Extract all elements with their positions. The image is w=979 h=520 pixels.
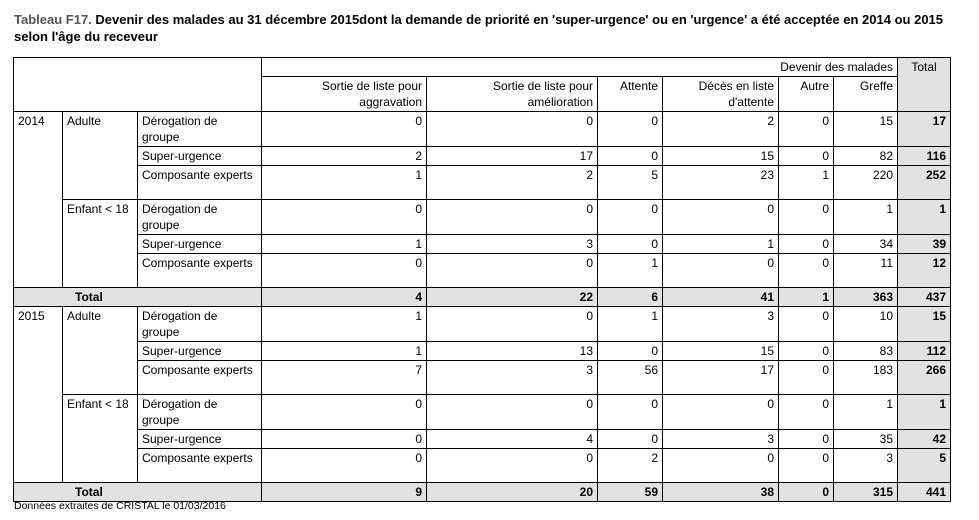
value-cell: 83 (834, 342, 898, 361)
year-total-value: 315 (834, 483, 898, 502)
value-cell: 0 (779, 449, 834, 483)
row-total-cell: 266 (898, 361, 951, 395)
value-cell: 220 (834, 166, 898, 200)
population-cell: Enfant < 18 (63, 395, 138, 483)
row-total-cell: 1 (898, 395, 951, 430)
value-cell: 0 (663, 395, 779, 430)
year-total-value: 9 (262, 483, 427, 502)
value-cell: 0 (427, 395, 598, 430)
value-cell: 0 (663, 254, 779, 288)
table-row (14, 112, 951, 147)
row-total-cell: 17 (898, 112, 951, 147)
value-cell: 0 (427, 200, 598, 235)
value-cell: 0 (779, 235, 834, 254)
value-cell: 1 (598, 254, 663, 288)
category-cell: Super-urgence (138, 147, 262, 166)
value-cell: 0 (779, 430, 834, 449)
category-cell: Composante experts (138, 361, 262, 395)
population-cell: Enfant < 18 (63, 200, 138, 288)
data-table (13, 57, 951, 502)
year-cell: 2014 (14, 112, 63, 288)
category-cell: Dérogation de groupe (138, 395, 262, 430)
value-cell: 11 (834, 254, 898, 288)
grand-total-cell: 441 (898, 483, 951, 502)
value-cell: 0 (598, 342, 663, 361)
value-cell: 0 (779, 342, 834, 361)
value-cell: 0 (427, 449, 598, 483)
year-total-label: Total (14, 483, 262, 502)
header-row-group (14, 58, 951, 77)
table-row (14, 200, 951, 235)
table-row (14, 361, 951, 395)
row-total-cell: 112 (898, 342, 951, 361)
value-cell: 0 (262, 254, 427, 288)
value-cell: 3 (427, 361, 598, 395)
value-cell: 2 (262, 147, 427, 166)
value-cell: 1 (663, 235, 779, 254)
value-cell: 1 (834, 200, 898, 235)
category-cell: Composante experts (138, 449, 262, 483)
value-cell: 0 (779, 200, 834, 235)
value-cell: 2 (598, 449, 663, 483)
value-cell: 3 (834, 449, 898, 483)
year-total-value: 41 (663, 288, 779, 307)
header-col-aggravation: Sortie de liste pour aggravation (262, 77, 427, 112)
row-total-cell: 15 (898, 307, 951, 342)
value-cell: 0 (427, 112, 598, 147)
header-col-deces: Décès en liste d'attente (663, 77, 779, 112)
value-cell: 0 (779, 361, 834, 395)
row-total-cell: 252 (898, 166, 951, 200)
value-cell: 0 (598, 112, 663, 147)
category-cell: Dérogation de groupe (138, 200, 262, 235)
value-cell: 2 (427, 166, 598, 200)
table-row (14, 449, 951, 483)
value-cell: 0 (262, 112, 427, 147)
year-total-value: 0 (779, 483, 834, 502)
year-total-value: 20 (427, 483, 598, 502)
table-row (14, 147, 951, 166)
table-row (14, 254, 951, 288)
value-cell: 0 (779, 147, 834, 166)
value-cell: 7 (262, 361, 427, 395)
value-cell: 4 (427, 430, 598, 449)
value-cell: 2 (663, 112, 779, 147)
value-cell: 1 (779, 166, 834, 200)
value-cell: 0 (598, 395, 663, 430)
value-cell: 0 (598, 200, 663, 235)
table-title (14, 11, 969, 45)
value-cell: 0 (598, 147, 663, 166)
row-total-cell: 39 (898, 235, 951, 254)
value-cell: 56 (598, 361, 663, 395)
table-row (14, 235, 951, 254)
category-cell: Super-urgence (138, 342, 262, 361)
header-col-greffe: Greffe (834, 77, 898, 112)
value-cell: 3 (427, 235, 598, 254)
grand-total-cell: 437 (898, 288, 951, 307)
value-cell: 0 (779, 395, 834, 430)
header-corner (14, 58, 262, 112)
value-cell: 0 (262, 395, 427, 430)
population-cell: Adulte (63, 112, 138, 200)
year-cell: 2015 (14, 307, 63, 483)
value-cell: 1 (262, 235, 427, 254)
category-cell: Super-urgence (138, 430, 262, 449)
category-cell: Dérogation de groupe (138, 112, 262, 147)
table-title-text: Devenir des malades au 31 décembre 2015dont la demande de priorité en 'super-urgence' ou en 'urgence' a été acceptée en 2014 ou 2015 selon l'âge du receveur (14, 12, 944, 44)
year-total-value: 22 (427, 288, 598, 307)
value-cell: 17 (427, 147, 598, 166)
row-total-cell: 42 (898, 430, 951, 449)
year-total-row (14, 288, 951, 307)
value-cell: 17 (663, 361, 779, 395)
header-total: Total (898, 58, 951, 112)
year-total-label: Total (14, 288, 262, 307)
value-cell: 35 (834, 430, 898, 449)
row-total-cell: 116 (898, 147, 951, 166)
header-col-autre: Autre (779, 77, 834, 112)
value-cell: 15 (663, 342, 779, 361)
value-cell: 3 (663, 307, 779, 342)
value-cell: 0 (663, 200, 779, 235)
year-total-row (14, 483, 951, 502)
value-cell: 23 (663, 166, 779, 200)
value-cell: 0 (262, 430, 427, 449)
value-cell: 0 (598, 430, 663, 449)
value-cell: 13 (427, 342, 598, 361)
value-cell: 0 (262, 449, 427, 483)
header-col-attente: Attente (598, 77, 663, 112)
value-cell: 0 (427, 254, 598, 288)
header-col-amelioration: Sortie de liste pour amélioration (427, 77, 598, 112)
year-total-value: 1 (779, 288, 834, 307)
category-cell: Super-urgence (138, 235, 262, 254)
value-cell: 0 (663, 449, 779, 483)
year-total-value: 6 (598, 288, 663, 307)
year-total-value: 38 (663, 483, 779, 502)
value-cell: 5 (598, 166, 663, 200)
table-row (14, 395, 951, 430)
value-cell: 10 (834, 307, 898, 342)
value-cell: 0 (779, 307, 834, 342)
value-cell: 0 (427, 307, 598, 342)
table-number: Tableau F17. (14, 12, 92, 27)
category-cell: Composante experts (138, 254, 262, 288)
data-source-note: Données extraites de CRISTAL le 01/03/2016 (14, 500, 226, 512)
table-row (14, 166, 951, 200)
value-cell: 1 (262, 166, 427, 200)
category-cell: Composante experts (138, 166, 262, 200)
row-total-cell: 12 (898, 254, 951, 288)
value-cell: 1 (262, 307, 427, 342)
year-total-value: 363 (834, 288, 898, 307)
table-row (14, 430, 951, 449)
table-row (14, 342, 951, 361)
value-cell: 3 (663, 430, 779, 449)
row-total-cell: 1 (898, 200, 951, 235)
value-cell: 0 (262, 200, 427, 235)
category-cell: Dérogation de groupe (138, 307, 262, 342)
header-group: Devenir des malades (262, 58, 898, 77)
table-row (14, 307, 951, 342)
population-cell: Adulte (63, 307, 138, 395)
value-cell: 82 (834, 147, 898, 166)
row-total-cell: 5 (898, 449, 951, 483)
year-total-value: 4 (262, 288, 427, 307)
value-cell: 0 (779, 254, 834, 288)
value-cell: 0 (779, 112, 834, 147)
value-cell: 1 (262, 342, 427, 361)
value-cell: 183 (834, 361, 898, 395)
value-cell: 1 (598, 307, 663, 342)
value-cell: 0 (598, 235, 663, 254)
year-total-value: 59 (598, 483, 663, 502)
value-cell: 34 (834, 235, 898, 254)
value-cell: 1 (834, 395, 898, 430)
value-cell: 15 (663, 147, 779, 166)
value-cell: 15 (834, 112, 898, 147)
